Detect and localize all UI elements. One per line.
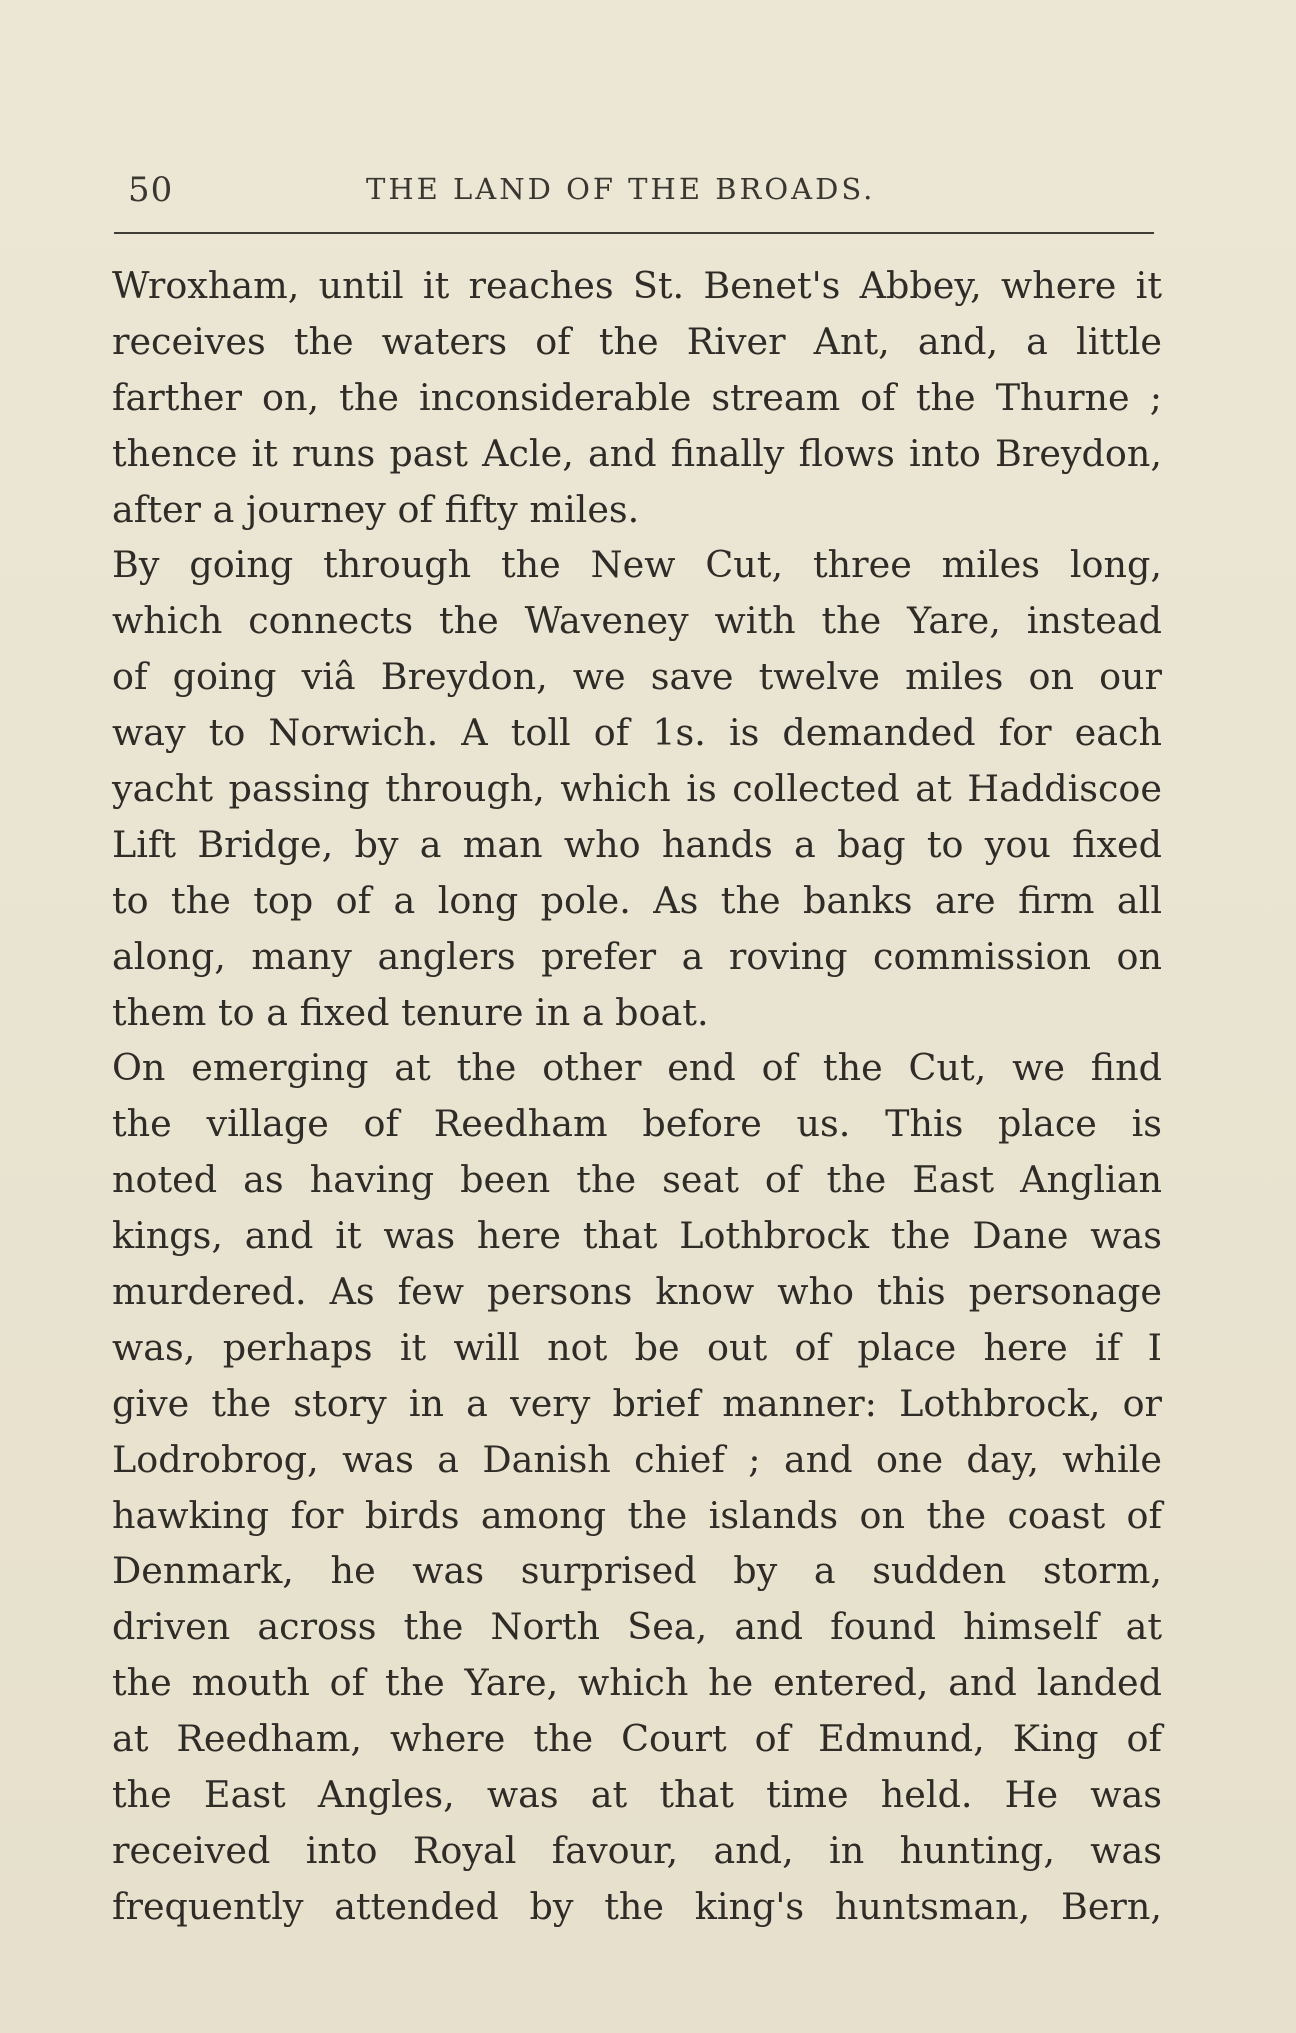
text-line: frequently attended by the king's huntsman, Bern, <box>112 1884 1162 1928</box>
text-line: was, perhaps it will not be out of place here if I <box>112 1325 1162 1369</box>
text-line: thence it runs past Acle, and finally flows into Breydon, <box>112 431 1162 475</box>
text-line: receives the waters of the River Ant, and, a little <box>112 319 1162 363</box>
text-line: the East Angles, was at that time held. He was <box>112 1773 1162 1817</box>
text-line: Lift Bridge, by a man who hands a bag to you fixed <box>112 822 1162 866</box>
text-line: kings, and it was here that Lothbrock the Dane was <box>112 1214 1162 1258</box>
text-line: Wroxham, until it reaches St. Benet's Abbey, where it <box>112 264 1162 307</box>
text-line: Denmark, he was surprised by a sudden storm, <box>112 1549 1162 1593</box>
text-line: which connects the Waveney with the Yare, instead <box>112 599 1162 643</box>
text-line: of going viâ Breydon, we save twelve miles on our <box>112 655 1162 699</box>
running-title: THE LAND OF THE BROADS. <box>366 172 876 206</box>
page-number: 50 <box>128 170 174 210</box>
text-line: noted as having been the seat of the East Anglian <box>112 1158 1162 1202</box>
header-rule <box>114 232 1154 234</box>
text-line: By going through the New Cut, three miles long, <box>112 543 1162 587</box>
text-line: after a journey of fifty miles. <box>112 487 640 531</box>
text-line: hawking for birds among the islands on the coast of <box>112 1493 1162 1537</box>
text-line: received into Royal favour, and, in hunting, was <box>112 1828 1162 1872</box>
text-line: them to a fixed tenure in a boat. <box>112 990 709 1034</box>
body-text <box>112 258 1162 1935</box>
text-line: the village of Reedham before us. This place is <box>112 1102 1162 1146</box>
text-line: farther on, the inconsiderable stream of the Thurne ; <box>112 375 1162 419</box>
text-line: driven across the North Sea, and found himself at <box>112 1605 1162 1649</box>
text-line: along, many anglers prefer a roving commission on <box>112 934 1162 978</box>
text-line: to the top of a long pole. As the banks are firm all <box>112 878 1162 922</box>
text-line: yacht passing through, which is collected at Haddiscoe <box>112 767 1162 811</box>
text-line: way to Norwich. A toll of 1s. is demanded for each <box>112 711 1162 755</box>
text-line: murdered. As few persons know who this personage <box>112 1270 1162 1314</box>
text-line: the mouth of the Yare, which he entered, and landed <box>112 1661 1162 1705</box>
text-line: at Reedham, where the Court of Edmund, King of <box>112 1717 1162 1761</box>
text-line: give the story in a very brief manner: Lothbrock, or <box>112 1381 1162 1425</box>
text-line: Lodrobrog, was a Danish chief ; and one day, while <box>112 1437 1162 1481</box>
running-head <box>128 170 1158 222</box>
text-line: On emerging at the other end of the Cut, we find <box>112 1046 1162 1090</box>
